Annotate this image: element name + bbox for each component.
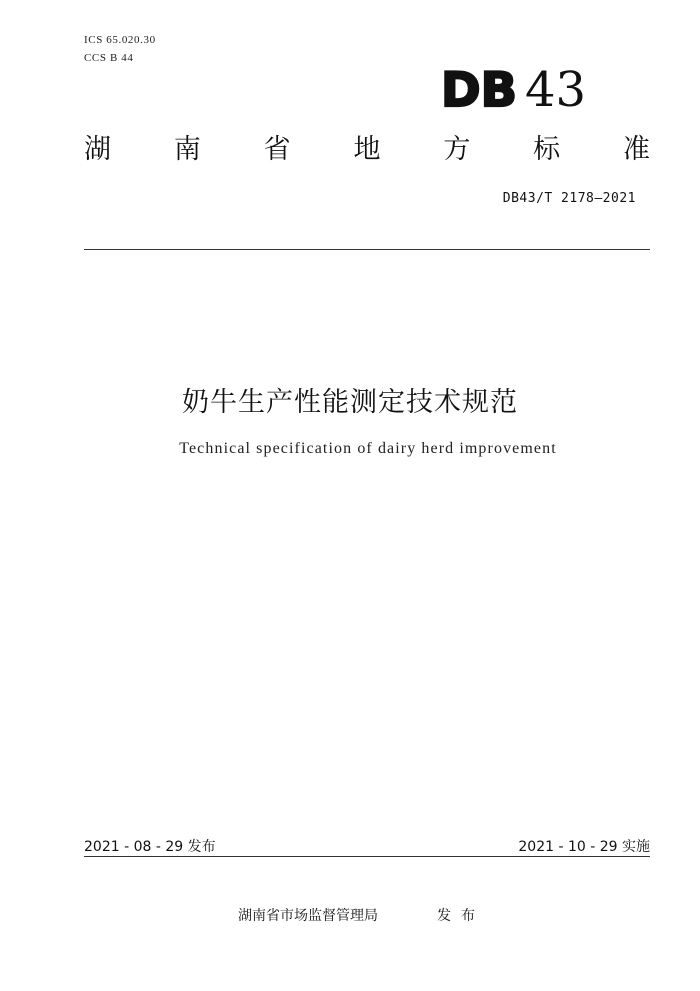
- document-title-cn: 奶牛生产性能测定技术规范: [182, 387, 518, 418]
- document-title-en: Technical specification of dairy herd improvement: [179, 440, 557, 457]
- standard-category-title: [84, 132, 650, 168]
- standard-char: 地: [353, 134, 381, 165]
- standard-char: 南: [173, 134, 201, 165]
- standard-number: DB43/T 2178—2021: [502, 191, 636, 206]
- ccs-code: CCS B 44: [84, 52, 134, 64]
- top-divider: [84, 249, 650, 250]
- logo-letters: DB: [441, 63, 517, 114]
- publish-label: 发布: [437, 908, 485, 924]
- logo-number: 43: [525, 62, 587, 114]
- standard-char: 省: [263, 134, 291, 165]
- implementation-date: 2021 - 10 - 29 实施: [518, 839, 650, 855]
- db-standard-logo: [441, 62, 593, 114]
- standard-char: 方: [443, 134, 471, 165]
- publisher-name: 湖南省市场监督管理局: [238, 908, 378, 924]
- standard-char: 湖: [84, 134, 111, 165]
- standard-char: 准: [622, 134, 650, 165]
- ics-code: ICS 65.020.30: [84, 34, 156, 46]
- standard-char: 标: [533, 134, 561, 165]
- issue-date: 2021 - 08 - 29 发布: [84, 839, 216, 855]
- bottom-divider: [84, 856, 650, 857]
